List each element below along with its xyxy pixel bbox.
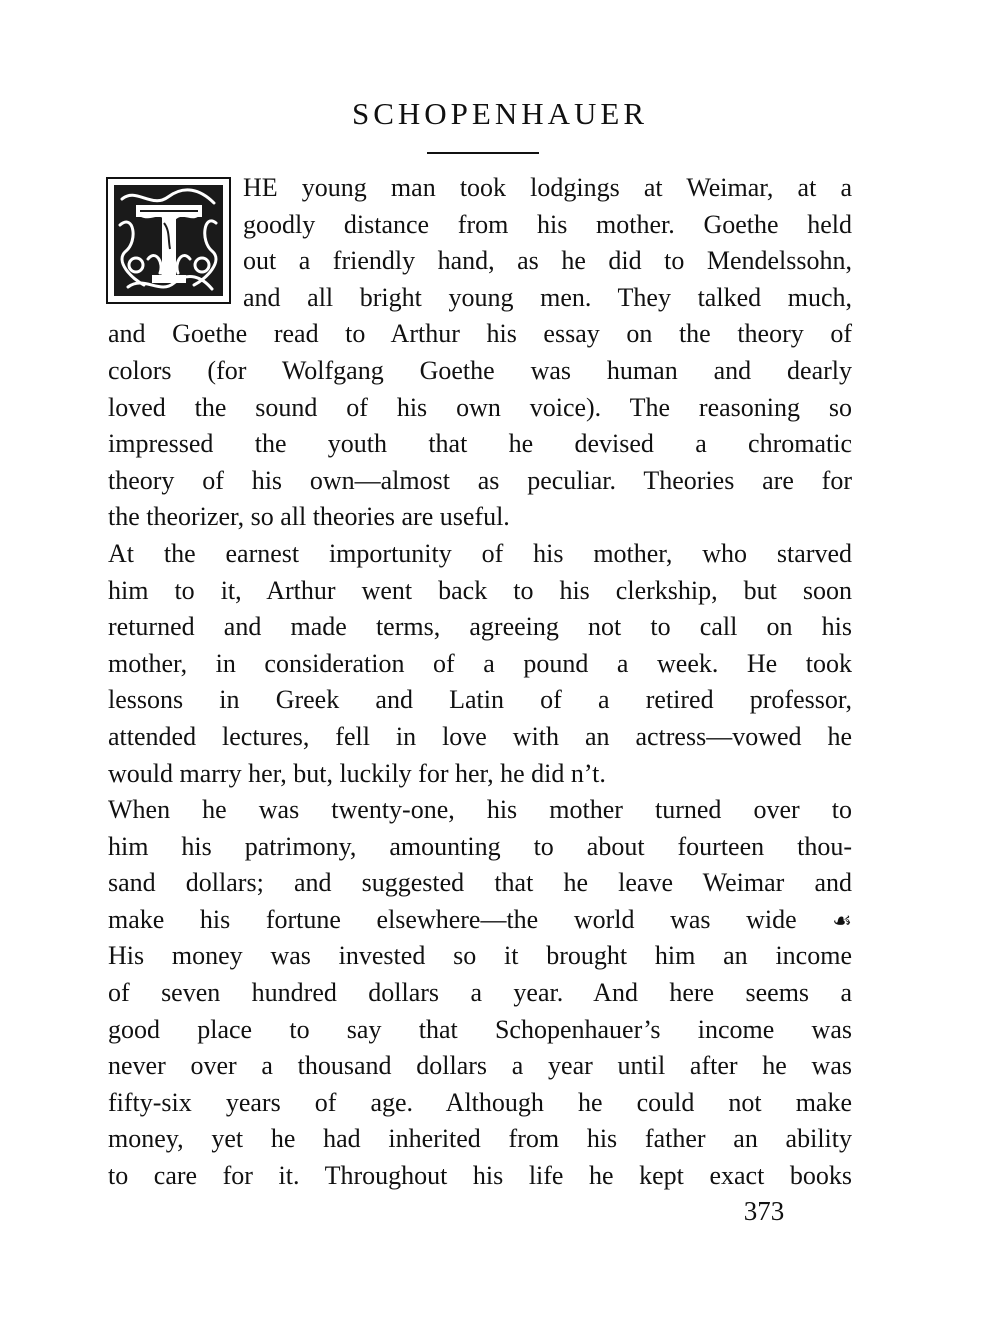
text-line: impressed the youth that he devised a chromatic xyxy=(108,429,852,459)
text-line: of seven hundred dollars a year. And here seems a xyxy=(108,978,852,1008)
text-line: colors (for Wolfgang Goethe was human and dearly xyxy=(108,355,852,385)
text-line: never over a thousand dollars a year until after he was xyxy=(108,1051,852,1081)
text-line: and all bright young men. They talked much, xyxy=(243,282,852,312)
text-line: goodly distance from his mother. Goethe held xyxy=(243,209,852,239)
text-line: the theorizer, so all theories are useful. xyxy=(108,502,510,532)
text-line-with-ornament xyxy=(108,902,852,939)
text-line: At the earnest importunity of his mother, who starved xyxy=(108,538,852,568)
title-rule xyxy=(427,152,539,154)
text-line: would marry her, but, luckily for her, he did n’t. xyxy=(108,758,606,788)
body-text xyxy=(108,170,852,1195)
page-number: 373 xyxy=(743,1196,785,1226)
text-line: good place to say that Schopenhauer’s income was xyxy=(108,1014,852,1044)
text-line: fifty-six years of age. Although he could not make xyxy=(108,1087,852,1117)
text-line: and Goethe read to Arthur his essay on the theory of xyxy=(108,319,852,349)
text-line: theory of his own—almost as peculiar. Theories are for xyxy=(108,465,852,495)
text-line: returned and made terms, agreeing not to call on his xyxy=(108,612,852,642)
text-line-content: make his fortune elsewhere—the world was wide xyxy=(108,904,797,934)
text-line: to care for it. Throughout his life he kept exact books xyxy=(108,1161,852,1191)
text-line: out a friendly hand, as he did to Mendelssohn, xyxy=(243,246,852,276)
text-line: lessons in Greek and Latin of a retired professor, xyxy=(108,685,852,715)
text-line: sand dollars; and suggested that he leave Weimar and xyxy=(108,868,852,898)
page-title: SCHOPENHAUER xyxy=(351,96,649,131)
text-line: him his patrimony, amounting to about fourteen thou- xyxy=(108,831,852,861)
text-line: him to it, Arthur went back to his clerkship, but soon xyxy=(108,575,852,605)
text-line: HE young man took lodgings at Weimar, at a xyxy=(243,173,852,202)
text-line: money, yet he had inherited from his father an ability xyxy=(108,1124,852,1154)
text-line: attended lectures, fell in love with an actress—vowed he xyxy=(108,721,852,751)
text-line: mother, in consideration of a pound a week. He took xyxy=(108,648,852,678)
text-line: His money was invested so it brought him an income xyxy=(108,941,852,971)
text-line: When he was twenty-one, his mother turned over to xyxy=(108,795,852,825)
text-line: loved the sound of his own voice). The reasoning so xyxy=(108,392,852,422)
leaf-ornament-icon: ☙ xyxy=(832,907,853,933)
